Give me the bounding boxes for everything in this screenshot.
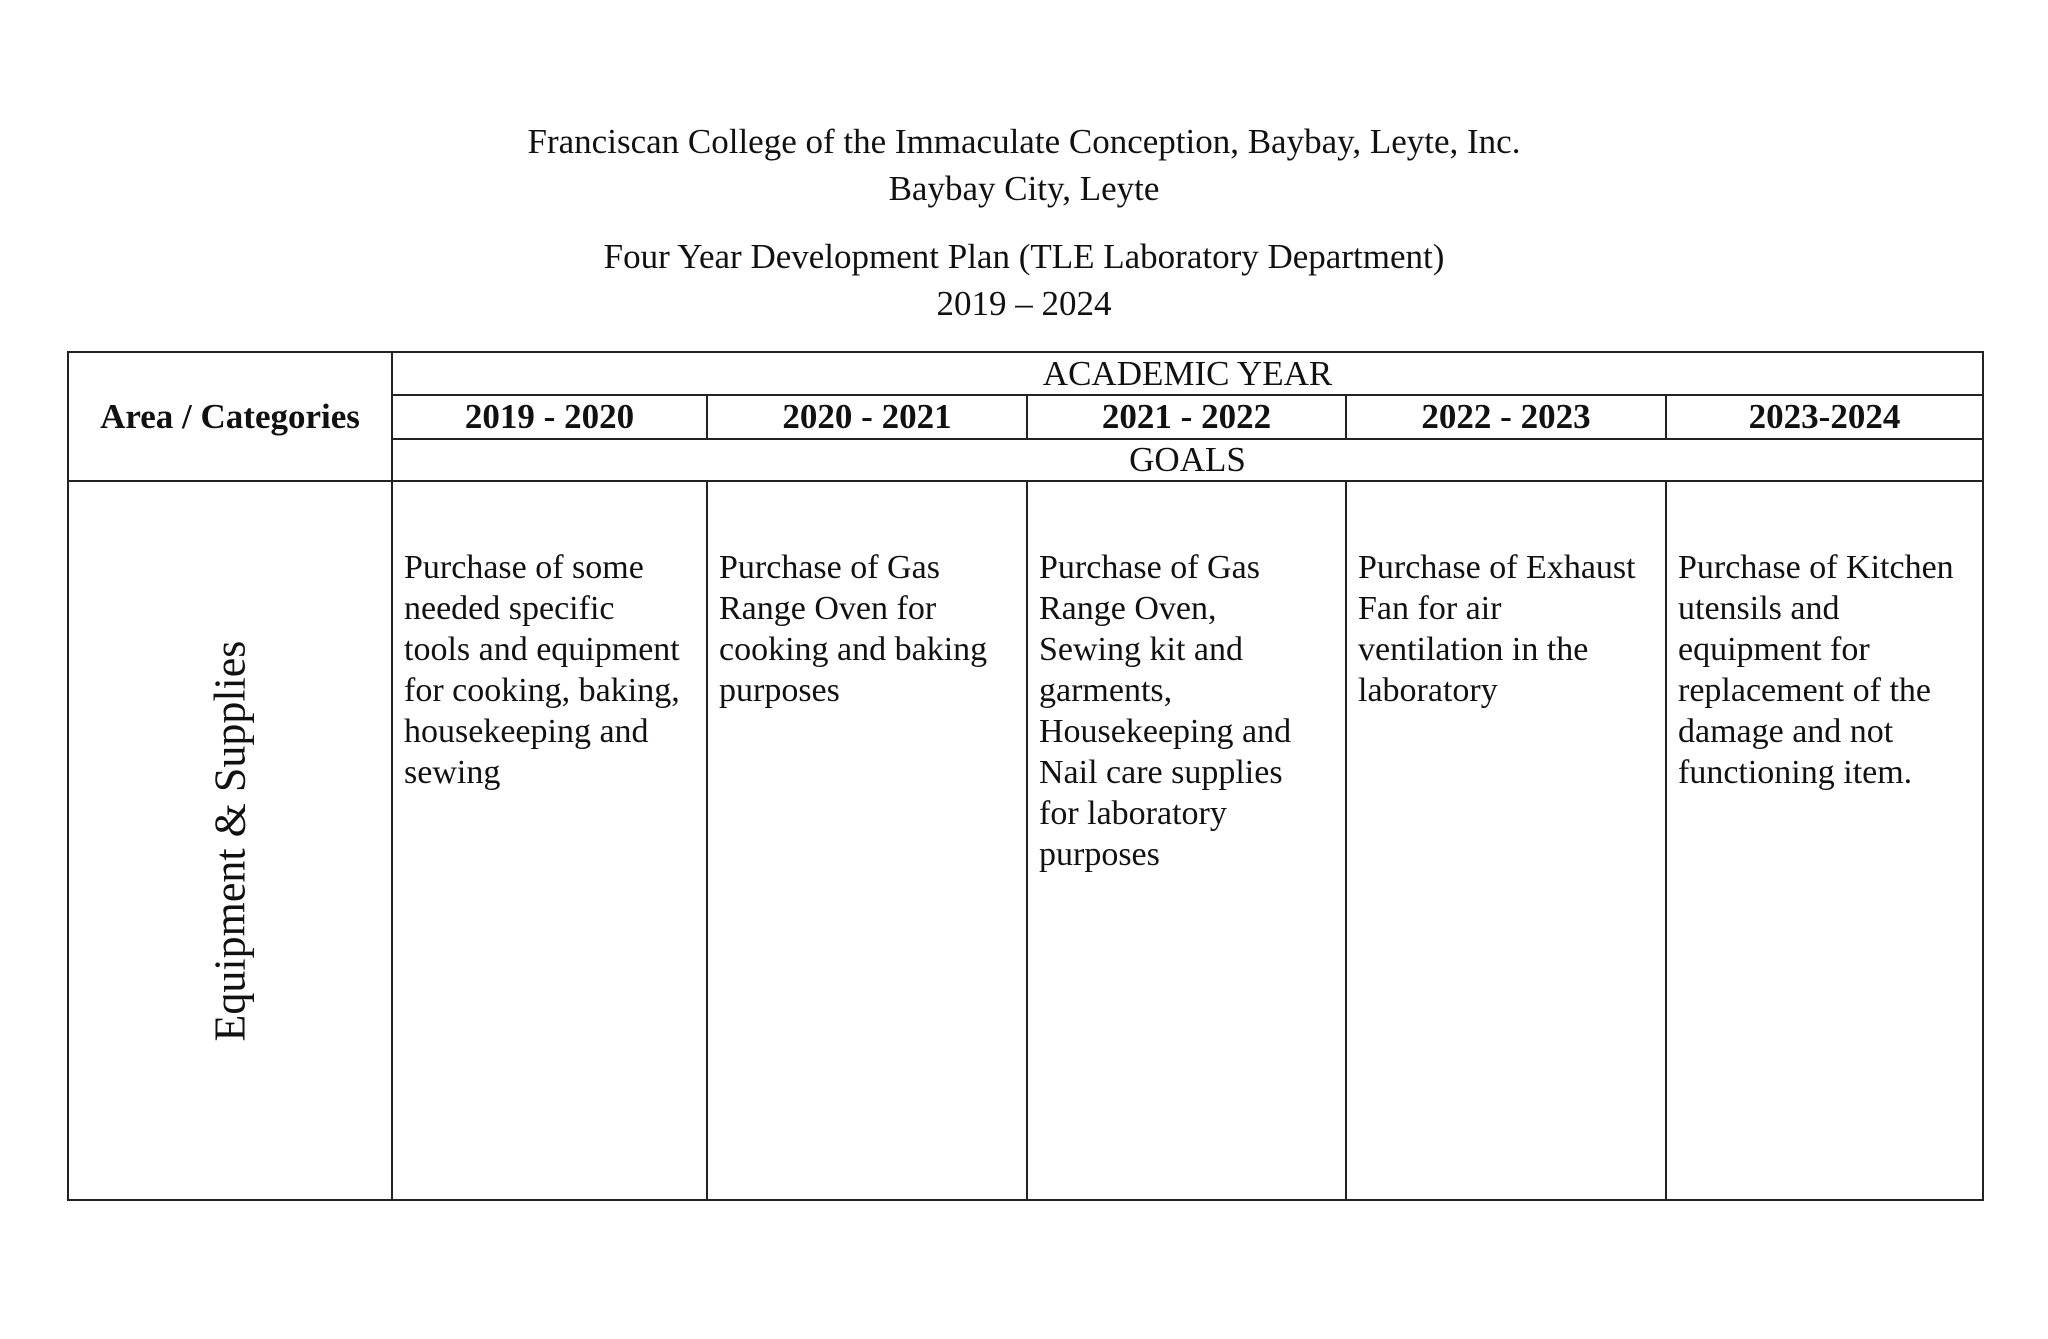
year-header: 2020 - 2021 xyxy=(782,397,952,436)
table-divider xyxy=(1665,480,1667,1199)
institution-location: Baybay City, Leyte xyxy=(888,169,1160,208)
academic-year-header: ACADEMIC YEAR xyxy=(1042,353,1333,393)
table-divider xyxy=(1026,480,1028,1199)
year-header: 2023-2024 xyxy=(1748,397,1901,436)
goals-header: GOALS xyxy=(1129,440,1246,479)
goal-cell: Purchase of Gas Range Oven, Sewing kit and garments, Housekeeping and Nail care supplies for laboratory purposes xyxy=(1039,549,1292,873)
goal-cell: Purchase of Kitchen utensils and equipment for replacement of the damage and not functioning item. xyxy=(1678,549,1954,791)
development-plan-table xyxy=(67,351,1984,1201)
plan-header xyxy=(0,233,2048,327)
plan-period: 2019 – 2024 xyxy=(936,284,1112,323)
plan-title: Four Year Development Plan (TLE Laboratory Department) xyxy=(603,237,1445,276)
document-header xyxy=(0,118,2048,212)
institution-name: Franciscan College of the Immaculate Conception, Baybay, Leyte, Inc. xyxy=(527,122,1521,161)
category-cell xyxy=(69,480,391,1202)
year-header: 2022 - 2023 xyxy=(1421,397,1591,436)
goal-cell: Purchase of Exhaust Fan for air ventilation in the laboratory xyxy=(1358,549,1636,709)
table-divider xyxy=(1345,480,1347,1199)
area-categories-header: Area / Categories xyxy=(100,396,360,436)
goal-cell: Purchase of some needed specific tools and equipment for cooking, baking, housekeeping and sewing xyxy=(404,549,680,791)
year-header: 2019 - 2020 xyxy=(464,397,635,436)
table-divider xyxy=(706,480,708,1199)
category-label: Equipment & Supplies xyxy=(205,640,255,1042)
year-header: 2021 - 2022 xyxy=(1101,397,1272,436)
goal-cell: Purchase of Gas Range Oven for cooking and baking purposes xyxy=(719,549,988,709)
